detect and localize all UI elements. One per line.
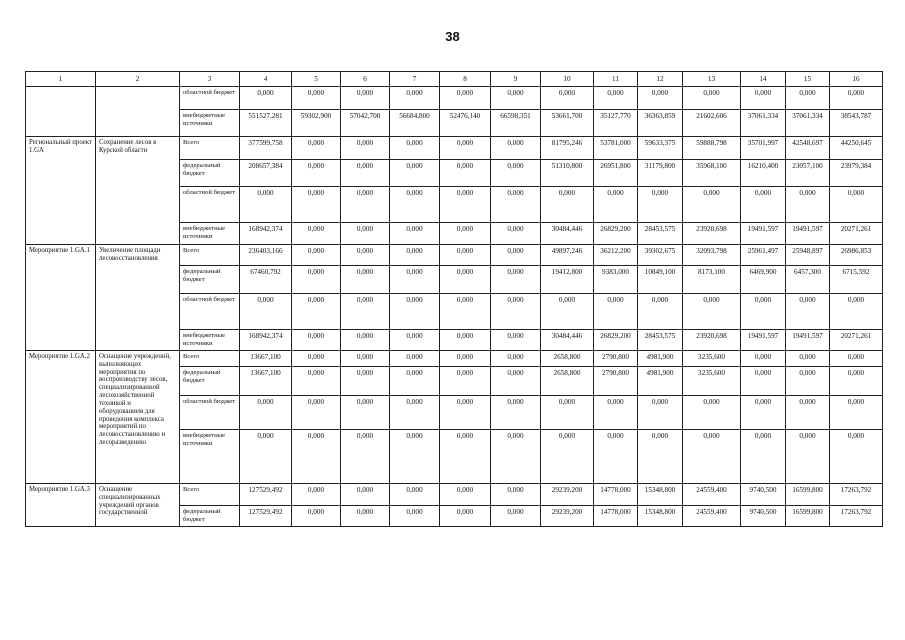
amount-cell: 0,000: [390, 137, 440, 160]
funding-source-cell: Всего: [180, 137, 240, 160]
amount-cell: 30484,446: [541, 223, 594, 245]
funding-source-cell: Всего: [180, 484, 240, 506]
page-number: 38: [445, 29, 460, 44]
table-row: [26, 351, 883, 367]
column-header: 9: [491, 72, 541, 87]
amount-cell: 0,000: [638, 430, 683, 484]
amount-cell: 38543,787: [830, 110, 883, 137]
amount-cell: 81795,246: [541, 137, 594, 160]
amount-cell: 0,000: [292, 187, 341, 223]
amount-cell: 37061,334: [786, 110, 830, 137]
amount-cell: 0,000: [440, 266, 491, 294]
program-name-cell: Сохранение лесов в Курской области: [96, 137, 180, 245]
amount-cell: 0,000: [440, 87, 491, 110]
amount-cell: 0,000: [240, 294, 292, 330]
amount-cell: 0,000: [292, 506, 341, 527]
amount-cell: 0,000: [491, 330, 541, 351]
amount-cell: 0,000: [341, 223, 390, 245]
amount-cell: 2658,800: [541, 351, 594, 367]
amount-cell: 0,000: [594, 187, 638, 223]
amount-cell: 168942,374: [240, 223, 292, 245]
amount-cell: 6469,900: [741, 266, 786, 294]
amount-cell: 0,000: [491, 484, 541, 506]
amount-cell: 0,000: [292, 430, 341, 484]
amount-cell: 17263,792: [830, 484, 883, 506]
amount-cell: 0,000: [240, 430, 292, 484]
column-number-row: [26, 72, 883, 87]
amount-cell: 0,000: [341, 187, 390, 223]
program-code-cell: Мероприятие 1.GA.1: [26, 245, 96, 351]
amount-cell: 25948,897: [786, 245, 830, 266]
amount-cell: 2790,800: [594, 351, 638, 367]
amount-cell: 0,000: [341, 245, 390, 266]
funding-source-cell: федеральный бюджет: [180, 266, 240, 294]
program-code-cell: Мероприятие 1.GA.3: [26, 484, 96, 527]
amount-cell: 0,000: [830, 430, 883, 484]
amount-cell: 0,000: [341, 294, 390, 330]
amount-cell: 0,000: [741, 294, 786, 330]
amount-cell: 127529,492: [240, 506, 292, 527]
amount-cell: 0,000: [440, 351, 491, 367]
amount-cell: 0,000: [440, 506, 491, 527]
funding-source-cell: внебюджетные источники: [180, 430, 240, 484]
funding-source-cell: внебюджетные источники: [180, 110, 240, 137]
amount-cell: 52476,140: [440, 110, 491, 137]
amount-cell: 37061,334: [741, 110, 786, 137]
amount-cell: 0,000: [341, 367, 390, 396]
amount-cell: 6715,592: [830, 266, 883, 294]
amount-cell: 0,000: [292, 396, 341, 430]
amount-cell: 0,000: [638, 87, 683, 110]
amount-cell: 0,000: [683, 396, 741, 430]
table-body: [26, 87, 883, 527]
amount-cell: 17263,792: [830, 506, 883, 527]
amount-cell: 9740,500: [741, 506, 786, 527]
amount-cell: 28453,575: [638, 223, 683, 245]
amount-cell: 24559,400: [683, 506, 741, 527]
amount-cell: 127529,492: [240, 484, 292, 506]
amount-cell: 31179,800: [638, 160, 683, 187]
amount-cell: 9383,000: [594, 266, 638, 294]
amount-cell: 0,000: [594, 430, 638, 484]
amount-cell: 28453,575: [638, 330, 683, 351]
funding-source-cell: федеральный бюджет: [180, 506, 240, 527]
column-header: 10: [541, 72, 594, 87]
table-row: [26, 245, 883, 266]
amount-cell: 0,000: [440, 160, 491, 187]
amount-cell: 0,000: [341, 396, 390, 430]
amount-cell: 0,000: [786, 351, 830, 367]
amount-cell: 0,000: [292, 367, 341, 396]
funding-source-cell: Всего: [180, 245, 240, 266]
amount-cell: 35701,997: [741, 137, 786, 160]
amount-cell: 0,000: [594, 87, 638, 110]
amount-cell: 0,000: [292, 245, 341, 266]
amount-cell: 19412,800: [541, 266, 594, 294]
amount-cell: 49897,246: [541, 245, 594, 266]
program-code-cell: Региональный проект 1.GA: [26, 137, 96, 245]
funding-source-cell: внебюджетные источники: [180, 223, 240, 245]
amount-cell: 0,000: [541, 87, 594, 110]
amount-cell: 0,000: [292, 87, 341, 110]
amount-cell: 551527,281: [240, 110, 292, 137]
amount-cell: 0,000: [390, 430, 440, 484]
amount-cell: 0,000: [638, 396, 683, 430]
funding-source-cell: федеральный бюджет: [180, 367, 240, 396]
amount-cell: 0,000: [292, 351, 341, 367]
amount-cell: 0,000: [786, 367, 830, 396]
amount-cell: 59888,798: [683, 137, 741, 160]
amount-cell: 32093,798: [683, 245, 741, 266]
amount-cell: 0,000: [341, 484, 390, 506]
amount-cell: 0,000: [390, 294, 440, 330]
amount-cell: 21602,606: [683, 110, 741, 137]
amount-cell: 26986,853: [830, 245, 883, 266]
amount-cell: 0,000: [440, 330, 491, 351]
program-name-cell: [96, 87, 180, 137]
column-header: 8: [440, 72, 491, 87]
amount-cell: 0,000: [341, 330, 390, 351]
amount-cell: 0,000: [440, 430, 491, 484]
amount-cell: 0,000: [440, 367, 491, 396]
program-name-cell: Увеличение площади лесовосстановления: [96, 245, 180, 351]
amount-cell: 0,000: [683, 187, 741, 223]
amount-cell: 0,000: [440, 137, 491, 160]
amount-cell: 0,000: [683, 87, 741, 110]
amount-cell: 26951,800: [594, 160, 638, 187]
amount-cell: 0,000: [292, 484, 341, 506]
budget-table: [25, 71, 883, 527]
amount-cell: 0,000: [830, 396, 883, 430]
amount-cell: 0,000: [491, 137, 541, 160]
amount-cell: 25961,497: [741, 245, 786, 266]
amount-cell: 0,000: [440, 484, 491, 506]
amount-cell: 0,000: [491, 367, 541, 396]
amount-cell: 16210,400: [741, 160, 786, 187]
amount-cell: 10849,100: [638, 266, 683, 294]
amount-cell: 0,000: [440, 223, 491, 245]
amount-cell: 35968,100: [683, 160, 741, 187]
amount-cell: 0,000: [390, 266, 440, 294]
amount-cell: 51310,800: [541, 160, 594, 187]
amount-cell: 0,000: [741, 367, 786, 396]
amount-cell: 0,000: [594, 294, 638, 330]
amount-cell: 0,000: [440, 396, 491, 430]
amount-cell: 0,000: [741, 430, 786, 484]
column-header: 12: [638, 72, 683, 87]
amount-cell: 0,000: [390, 484, 440, 506]
column-header: 1: [26, 72, 96, 87]
amount-cell: 0,000: [683, 294, 741, 330]
funding-source-cell: внебюджетные источники: [180, 330, 240, 351]
amount-cell: 2658,800: [541, 367, 594, 396]
amount-cell: 4981,900: [638, 367, 683, 396]
amount-cell: 59633,375: [638, 137, 683, 160]
amount-cell: 44250,645: [830, 137, 883, 160]
amount-cell: 0,000: [390, 245, 440, 266]
amount-cell: 0,000: [683, 430, 741, 484]
amount-cell: 20271,261: [830, 223, 883, 245]
amount-cell: 0,000: [240, 396, 292, 430]
amount-cell: 14778,000: [594, 484, 638, 506]
amount-cell: 26829,200: [594, 223, 638, 245]
amount-cell: 16599,800: [786, 506, 830, 527]
amount-cell: 168942,374: [240, 330, 292, 351]
table-row: [26, 484, 883, 506]
amount-cell: 53661,700: [541, 110, 594, 137]
amount-cell: 24559,400: [683, 484, 741, 506]
column-header: 4: [240, 72, 292, 87]
amount-cell: 0,000: [341, 160, 390, 187]
amount-cell: 0,000: [786, 294, 830, 330]
column-header: 14: [741, 72, 786, 87]
amount-cell: 29239,200: [541, 484, 594, 506]
amount-cell: 0,000: [741, 87, 786, 110]
column-header: 3: [180, 72, 240, 87]
amount-cell: 67460,792: [240, 266, 292, 294]
amount-cell: 0,000: [390, 160, 440, 187]
amount-cell: 0,000: [786, 87, 830, 110]
amount-cell: 23057,100: [786, 160, 830, 187]
amount-cell: 6457,300: [786, 266, 830, 294]
amount-cell: 0,000: [786, 396, 830, 430]
amount-cell: 0,000: [491, 266, 541, 294]
amount-cell: 0,000: [390, 506, 440, 527]
amount-cell: 19491,597: [786, 330, 830, 351]
amount-cell: 0,000: [440, 187, 491, 223]
column-header: 16: [830, 72, 883, 87]
amount-cell: 0,000: [292, 266, 341, 294]
amount-cell: 0,000: [741, 396, 786, 430]
amount-cell: 3235,600: [683, 351, 741, 367]
amount-cell: 36363,859: [638, 110, 683, 137]
amount-cell: 0,000: [390, 187, 440, 223]
amount-cell: 0,000: [541, 294, 594, 330]
amount-cell: 0,000: [390, 87, 440, 110]
amount-cell: 57042,700: [341, 110, 390, 137]
amount-cell: 0,000: [786, 430, 830, 484]
column-header: 2: [96, 72, 180, 87]
amount-cell: 0,000: [240, 87, 292, 110]
amount-cell: 0,000: [830, 367, 883, 396]
amount-cell: 0,000: [741, 351, 786, 367]
amount-cell: 42548,697: [786, 137, 830, 160]
amount-cell: 0,000: [786, 187, 830, 223]
amount-cell: 0,000: [830, 294, 883, 330]
amount-cell: 0,000: [390, 351, 440, 367]
amount-cell: 0,000: [491, 160, 541, 187]
amount-cell: 0,000: [638, 294, 683, 330]
amount-cell: 8173,100: [683, 266, 741, 294]
funding-source-cell: областной бюджет: [180, 396, 240, 430]
amount-cell: 0,000: [341, 430, 390, 484]
funding-source-cell: федеральный бюджет: [180, 160, 240, 187]
amount-cell: 15348,800: [638, 506, 683, 527]
amount-cell: 23920,698: [683, 223, 741, 245]
funding-source-cell: областной бюджет: [180, 87, 240, 110]
funding-source-cell: областной бюджет: [180, 187, 240, 223]
amount-cell: 0,000: [440, 245, 491, 266]
amount-cell: 0,000: [341, 266, 390, 294]
amount-cell: 0,000: [541, 396, 594, 430]
amount-cell: 0,000: [440, 294, 491, 330]
amount-cell: 0,000: [491, 396, 541, 430]
program-code-cell: Мероприятие 1.GA.2: [26, 351, 96, 484]
funding-source-cell: Всего: [180, 351, 240, 367]
amount-cell: 13667,100: [240, 351, 292, 367]
amount-cell: 0,000: [341, 506, 390, 527]
amount-cell: 0,000: [491, 245, 541, 266]
amount-cell: 23979,384: [830, 160, 883, 187]
amount-cell: 0,000: [830, 187, 883, 223]
amount-cell: 2790,800: [594, 367, 638, 396]
amount-cell: 56684,800: [390, 110, 440, 137]
amount-cell: 19491,597: [741, 223, 786, 245]
amount-cell: 0,000: [390, 330, 440, 351]
amount-cell: 0,000: [292, 223, 341, 245]
column-header: 7: [390, 72, 440, 87]
amount-cell: 0,000: [491, 223, 541, 245]
amount-cell: 0,000: [491, 430, 541, 484]
amount-cell: 36212,200: [594, 245, 638, 266]
amount-cell: 0,000: [830, 351, 883, 367]
amount-cell: 0,000: [292, 294, 341, 330]
amount-cell: 66598,351: [491, 110, 541, 137]
amount-cell: 30484,446: [541, 330, 594, 351]
amount-cell: 0,000: [292, 137, 341, 160]
amount-cell: 3235,600: [683, 367, 741, 396]
amount-cell: 0,000: [541, 430, 594, 484]
table-row: [26, 87, 883, 110]
program-name-cell: Оснащение специализированных учреждений органов государственной: [96, 484, 180, 527]
amount-cell: 20271,261: [830, 330, 883, 351]
amount-cell: 0,000: [830, 87, 883, 110]
amount-cell: 19491,597: [741, 330, 786, 351]
amount-cell: 0,000: [292, 330, 341, 351]
amount-cell: 0,000: [594, 396, 638, 430]
amount-cell: 53781,000: [594, 137, 638, 160]
amount-cell: 0,000: [491, 506, 541, 527]
amount-cell: 0,000: [541, 187, 594, 223]
column-header: 11: [594, 72, 638, 87]
amount-cell: 19491,597: [786, 223, 830, 245]
amount-cell: 0,000: [741, 187, 786, 223]
amount-cell: 29239,200: [541, 506, 594, 527]
amount-cell: 4981,900: [638, 351, 683, 367]
amount-cell: 26829,200: [594, 330, 638, 351]
amount-cell: 59302,900: [292, 110, 341, 137]
amount-cell: 9740,500: [741, 484, 786, 506]
amount-cell: 208657,384: [240, 160, 292, 187]
amount-cell: 0,000: [292, 160, 341, 187]
amount-cell: 23920,698: [683, 330, 741, 351]
amount-cell: 35127,770: [594, 110, 638, 137]
amount-cell: 0,000: [638, 187, 683, 223]
column-header: 6: [341, 72, 390, 87]
amount-cell: 0,000: [390, 396, 440, 430]
amount-cell: 0,000: [491, 294, 541, 330]
amount-cell: 0,000: [491, 187, 541, 223]
amount-cell: 236403,166: [240, 245, 292, 266]
amount-cell: 13667,100: [240, 367, 292, 396]
amount-cell: 14778,000: [594, 506, 638, 527]
amount-cell: 0,000: [390, 223, 440, 245]
program-code-cell: [26, 87, 96, 137]
funding-source-cell: областной бюджет: [180, 294, 240, 330]
amount-cell: 0,000: [341, 137, 390, 160]
amount-cell: 39302,675: [638, 245, 683, 266]
amount-cell: 0,000: [491, 87, 541, 110]
table-row: [26, 137, 883, 160]
amount-cell: 15348,800: [638, 484, 683, 506]
amount-cell: 0,000: [341, 351, 390, 367]
amount-cell: 0,000: [491, 351, 541, 367]
amount-cell: 0,000: [341, 87, 390, 110]
column-header: 5: [292, 72, 341, 87]
amount-cell: 0,000: [390, 367, 440, 396]
column-header: 13: [683, 72, 741, 87]
column-header: 15: [786, 72, 830, 87]
program-name-cell: Оснащение учреждений, выполняющих мероприятия по воспроизводству лесов, специализированной лесохозяйственной техникой и оборудованием для проведения комплекса мероприятий по лесовосстановлению и лесоразведению: [96, 351, 180, 484]
amount-cell: 377599,758: [240, 137, 292, 160]
amount-cell: 0,000: [240, 187, 292, 223]
amount-cell: 16599,800: [786, 484, 830, 506]
